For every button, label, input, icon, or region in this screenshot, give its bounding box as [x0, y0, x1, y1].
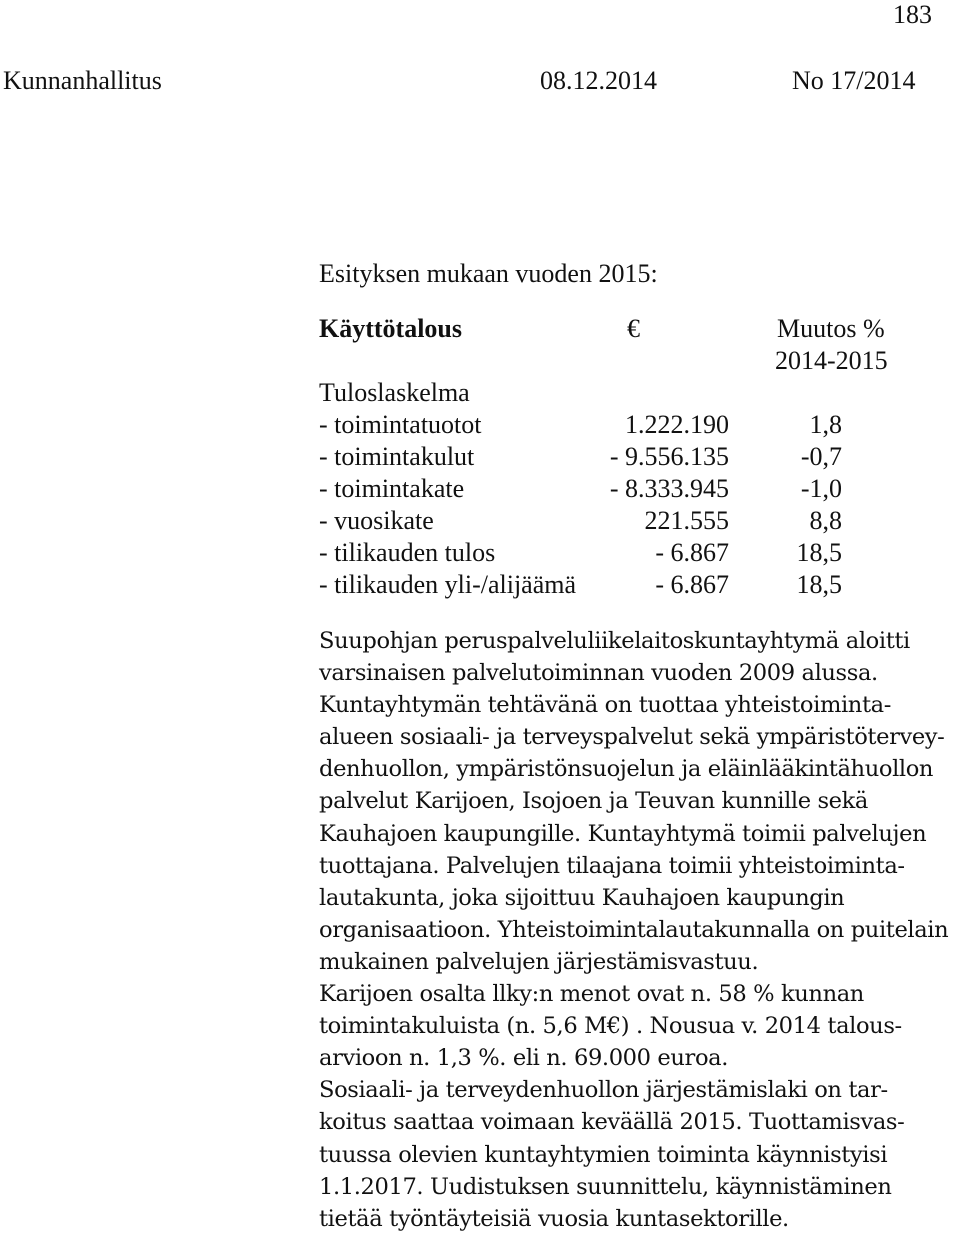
- intro-text: Esityksen mukaan vuoden 2015:: [319, 259, 658, 288]
- body-line: tuottajana. Palvelujen tilaajana toimii yhteistoiminta-: [319, 852, 905, 879]
- body-line: tuussa olevien kuntayhtymien toiminta käynnistyisi: [319, 1141, 888, 1168]
- table-row: [319, 570, 919, 600]
- body-line: mukainen palvelujen järjestämisvastuu.: [319, 948, 759, 975]
- row-pct: 1,8: [809, 410, 842, 439]
- table-header-row: [319, 314, 919, 344]
- body-line: organisaatioon. Yhteistoimintalautakunnalla on puitelain: [319, 916, 949, 943]
- row-eur: - 9.556.135: [609, 442, 729, 471]
- row-pct: -0,7: [800, 442, 842, 471]
- table-title: Käyttötalous: [319, 314, 462, 343]
- header-meeting-number: No 17/2014: [792, 66, 916, 95]
- row-eur: - 6.867: [655, 570, 729, 599]
- row-pct: 18,5: [796, 570, 842, 599]
- row-label: - tilikauden yli-/alijäämä: [319, 570, 577, 599]
- row-eur: 1.222.190: [625, 410, 729, 439]
- row-pct: 18,5: [796, 538, 842, 567]
- body-line: varsinaisen palvelutoiminnan vuoden 2009 alussa.: [319, 660, 878, 687]
- body-line: Sosiaali- ja terveydenhuollon järjestämislaki on tar-: [319, 1077, 888, 1104]
- body-line: 1.1.2017. Uudistuksen suunnittelu, käynnistäminen: [319, 1173, 892, 1200]
- row-label: - toimintatuotot: [319, 410, 482, 439]
- body-line: Kuntayhtymän tehtävänä on tuottaa yhteistoiminta-: [319, 692, 891, 719]
- table-row: [319, 474, 919, 504]
- body-line: alueen sosiaali- ja terveyspalvelut sekä ympäristötervey-: [319, 724, 945, 751]
- page-number: 183: [893, 0, 932, 29]
- table-row: [319, 410, 919, 440]
- row-eur: 221.555: [644, 506, 729, 535]
- currency-symbol: €: [627, 314, 640, 343]
- row-eur: - 8.333.945: [609, 474, 729, 503]
- body-line: tietää työntäyteisiä vuosia kuntasektorille.: [319, 1205, 789, 1232]
- row-label: - toimintakate: [319, 474, 465, 503]
- body-line: toimintakuluista (n. 5,6 M€) . Nousua v. 2014 talous-: [319, 1013, 902, 1040]
- table-row: [319, 442, 919, 472]
- row-pct: -1,0: [800, 474, 842, 503]
- body-line: koitus saattaa voimaan keväällä 2015. Tuottamisvas-: [319, 1109, 905, 1136]
- row-label: - toimintakulut: [319, 442, 475, 471]
- table-subheader-row: [319, 346, 919, 376]
- body-line: Karijoen osalta llky:n menot ovat n. 58 % kunnan: [319, 981, 864, 1008]
- table-section-row: [319, 378, 919, 408]
- table-row: [319, 506, 919, 536]
- header-body-name: Kunnanhallitus: [3, 66, 162, 95]
- row-pct: 8,8: [809, 506, 842, 535]
- body-line: lautakunta, joka sijoittuu Kauhajoen kaupungin: [319, 884, 845, 911]
- body-line: palvelut Karijoen, Isojoen ja Teuvan kunnille sekä: [319, 788, 869, 815]
- row-label: - vuosikate: [319, 506, 434, 535]
- body-line: Kauhajoen kaupungille. Kuntayhtymä toimii palvelujen: [319, 820, 927, 847]
- body-line: denhuollon, ympäristönsuojelun ja eläinlääkintähuollon: [319, 756, 934, 783]
- section-label: Tuloslaskelma: [319, 378, 470, 407]
- row-eur: - 6.867: [655, 538, 729, 567]
- table-row: [319, 538, 919, 568]
- row-label: - tilikauden tulos: [319, 538, 496, 567]
- body-line: arvioon n. 1,3 %. eli n. 69.000 euroa.: [319, 1045, 728, 1072]
- body-line: Suupohjan peruspalveluliikelaitoskuntayhtymä aloitti: [319, 628, 910, 654]
- change-header: Muutos %: [777, 314, 885, 343]
- header-date: 08.12.2014: [540, 66, 657, 95]
- change-years: 2014-2015: [775, 346, 888, 375]
- body-paragraph: [319, 625, 959, 1235]
